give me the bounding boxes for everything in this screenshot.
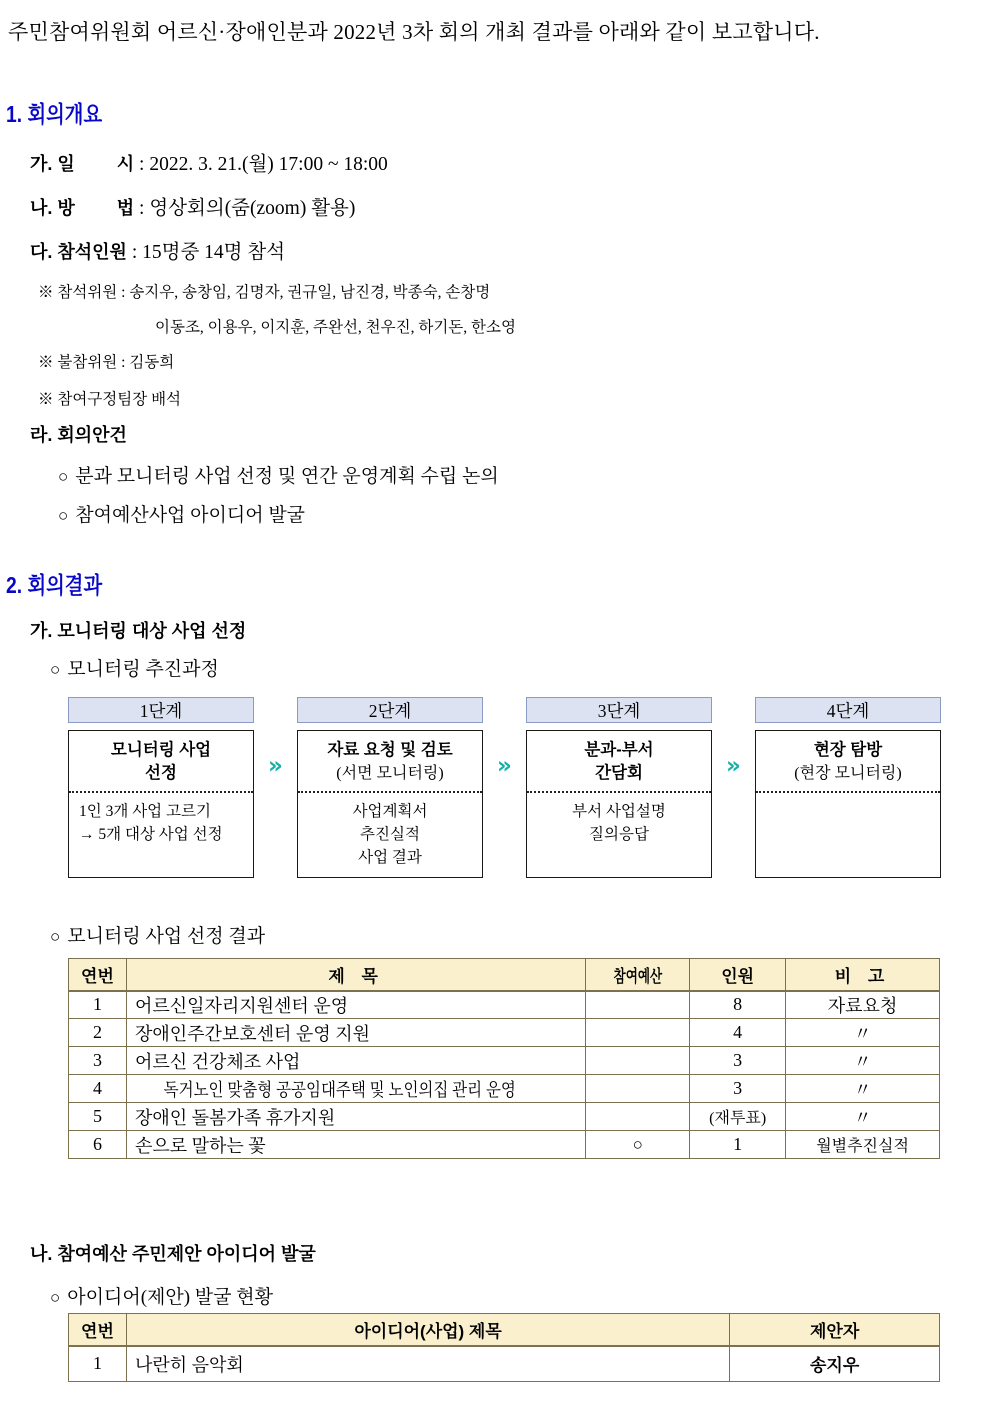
cell-budget: ○ bbox=[586, 1131, 690, 1159]
cell-no: 3 bbox=[69, 1047, 127, 1075]
flow-step-2-body bbox=[297, 730, 483, 878]
cell-remark: 〃 bbox=[786, 1103, 940, 1131]
flow-step-3-details bbox=[527, 793, 711, 877]
monitoring-selection-table bbox=[68, 958, 940, 1159]
cell-remark: 〃 bbox=[786, 1047, 940, 1075]
cell-budget bbox=[586, 1019, 690, 1047]
flow-step-4-header: 4단계 bbox=[755, 697, 941, 723]
flow-step-4 bbox=[755, 697, 941, 878]
table-header-row bbox=[69, 1314, 940, 1346]
flow-step-1-header: 1단계 bbox=[68, 697, 254, 723]
flow-step-2-detail-2: 추진실적 bbox=[360, 826, 420, 843]
agenda-label: 라. 회의안건 bbox=[30, 425, 127, 445]
table-row bbox=[69, 1103, 940, 1131]
flow-step-1-title-area bbox=[69, 731, 253, 793]
cell-title: 독거노인 맞춤형 공공임대주택 및 노인의집 관리 운영 bbox=[126, 1075, 585, 1103]
flow-step-2-header: 2단계 bbox=[297, 697, 483, 723]
flow-step-2-detail-3: 사업 결과 bbox=[358, 849, 422, 866]
attendance-value: 15명중 14명 참석 bbox=[142, 242, 286, 263]
cell-budget bbox=[586, 1075, 690, 1103]
flow-step-3-header: 3단계 bbox=[526, 697, 712, 723]
flow-step-4-subtitle: (현장 모니터링) bbox=[794, 765, 902, 782]
flow-step-3-title: 분과-부서 bbox=[584, 741, 654, 759]
flow-step-1-detail-2: → 5개 대상 사업 선정 bbox=[79, 826, 223, 843]
col-header-count: 인원 bbox=[690, 959, 786, 991]
flow-step-1-detail-1: 1인 3개 사업 고르기 bbox=[79, 803, 211, 820]
monitoring-process-flow bbox=[68, 697, 943, 887]
bullet-ring-icon: ○ bbox=[58, 506, 69, 525]
flow-step-2-subtitle: (서면 모니터링) bbox=[336, 765, 444, 782]
cell-count: 3 bbox=[690, 1075, 786, 1103]
section-2-heading: 2. 회의결과 bbox=[6, 572, 103, 598]
cell-no: 4 bbox=[69, 1075, 127, 1103]
flow-step-1-title: 모니터링 사업 bbox=[110, 741, 212, 759]
attendance-sep: : bbox=[131, 242, 138, 263]
table-row bbox=[69, 1346, 940, 1382]
cell-title: 어르신 건강체조 사업 bbox=[126, 1047, 585, 1075]
flow-step-4-details bbox=[756, 793, 940, 877]
cell-count: 1 bbox=[690, 1131, 786, 1159]
col-header-budget: 참여예산 bbox=[586, 959, 690, 991]
cell-count: 3 bbox=[690, 1047, 786, 1075]
flow-step-2-title: 자료 요청 및 검토 bbox=[327, 741, 453, 759]
attendance-row bbox=[30, 236, 285, 264]
flow-step-4-body bbox=[755, 730, 941, 878]
flow-step-3-detail-2: 질의응답 bbox=[589, 826, 649, 843]
cell-title: 장애인주간보호센터 운영 지원 bbox=[126, 1019, 585, 1047]
bullet-idea-status: ○ 아이디어(제안) 발굴 현황 bbox=[50, 1287, 273, 1308]
meeting-method-sep: : bbox=[139, 198, 145, 219]
col-header-proposer: 제안자 bbox=[730, 1314, 940, 1346]
cell-title: 손으로 말하는 꽃 bbox=[126, 1131, 585, 1159]
agenda-item-2: ○ 참여예산사업 아이디어 발굴 bbox=[58, 505, 306, 526]
col-header-title: 제 목 bbox=[126, 959, 585, 991]
subsection-b-label: 나. 참여예산 주민제안 아이디어 발굴 bbox=[30, 1244, 316, 1264]
flow-step-1-body bbox=[68, 730, 254, 878]
table-header-row bbox=[69, 959, 940, 991]
col-header-remark: 비 고 bbox=[786, 959, 940, 991]
flow-step-1-details bbox=[69, 793, 253, 877]
meeting-datetime-label2: 시 bbox=[116, 154, 135, 174]
flow-step-1-title2: 선정 bbox=[145, 764, 177, 782]
meeting-method-value: 영상회의(줌(zoom) 활용) bbox=[149, 198, 356, 219]
cell-no: 5 bbox=[69, 1103, 127, 1131]
col-header-no: 연번 bbox=[69, 1314, 127, 1346]
cell-remark: 〃 bbox=[786, 1019, 940, 1047]
note-staff: ※ 참여구정팀장 배석 bbox=[38, 391, 182, 408]
flow-step-3-title2: 간담회 bbox=[595, 764, 643, 782]
table-row bbox=[69, 1047, 940, 1075]
meeting-datetime-sep: : bbox=[139, 154, 145, 175]
flow-step-4-title: 현장 탐방 bbox=[813, 741, 883, 759]
bullet-ring-icon: ○ bbox=[58, 467, 69, 486]
attendance-label: 다. 참석인원 bbox=[30, 242, 127, 262]
cell-no: 1 bbox=[69, 991, 127, 1019]
cell-idea-title: 나란히 음악회 bbox=[126, 1346, 729, 1382]
flow-step-3-body bbox=[526, 730, 712, 878]
cell-remark: 〃 bbox=[786, 1075, 940, 1103]
cell-title: 어르신일자리지원센터 운영 bbox=[126, 991, 585, 1019]
agenda-item-1: ○ 분과 모니터링 사업 선정 및 연간 운영계획 수립 논의 bbox=[58, 466, 499, 487]
cell-budget bbox=[586, 1047, 690, 1075]
cell-no: 6 bbox=[69, 1131, 127, 1159]
cell-proposer: 송지우 bbox=[730, 1346, 940, 1382]
table-row bbox=[69, 991, 940, 1019]
flow-step-2-details bbox=[298, 793, 482, 877]
col-header-no: 연번 bbox=[69, 959, 127, 991]
cell-no: 2 bbox=[69, 1019, 127, 1047]
flow-step-2-detail-1: 사업계획서 bbox=[352, 803, 428, 820]
cell-count: (재투표) bbox=[690, 1103, 786, 1131]
table-row bbox=[69, 1075, 940, 1103]
cell-budget bbox=[586, 1103, 690, 1131]
meeting-method-label2: 법 bbox=[116, 198, 135, 218]
bullet-ring-icon: ○ bbox=[50, 660, 61, 679]
meeting-datetime-row bbox=[30, 148, 388, 176]
col-header-idea-title: 아이디어(사업) 제목 bbox=[126, 1314, 729, 1346]
flow-step-3 bbox=[526, 697, 712, 878]
flow-step-2-title-area bbox=[298, 731, 482, 793]
cell-budget bbox=[586, 991, 690, 1019]
flow-step-4-title-area bbox=[756, 731, 940, 793]
cell-count: 8 bbox=[690, 991, 786, 1019]
flow-step-3-detail-1: 부서 사업설명 bbox=[572, 803, 666, 820]
section-1-heading: 1. 회의개요 bbox=[6, 101, 103, 127]
flow-arrow-3-icon: » bbox=[726, 753, 736, 779]
bullet-ring-icon: ○ bbox=[50, 1288, 61, 1307]
intro-paragraph: 주민참여위원회 어르신·장애인분과 2022년 3차 회의 개최 결과를 아래와 같이 보고합니다. bbox=[8, 20, 820, 44]
meeting-datetime-label: 가. 일 bbox=[30, 154, 75, 174]
flow-step-3-title-area bbox=[527, 731, 711, 793]
bullet-ring-icon: ○ bbox=[50, 927, 61, 946]
meeting-method-row bbox=[30, 192, 355, 220]
cell-no: 1 bbox=[69, 1346, 127, 1382]
cell-remark: 월별추진실적 bbox=[786, 1131, 940, 1159]
flow-step-1 bbox=[68, 697, 254, 878]
bullet-monitoring-result: ○ 모니터링 사업 선정 결과 bbox=[50, 926, 266, 947]
cell-count: 4 bbox=[690, 1019, 786, 1047]
table-row bbox=[69, 1131, 940, 1159]
note-absentees: ※ 불참위원 : 김동희 bbox=[38, 354, 175, 371]
note-attendees-line1: ※ 참석위원 : 송지우, 송창임, 김명자, 권규일, 남진경, 박종숙, 손창명 bbox=[38, 284, 491, 301]
flow-step-2 bbox=[297, 697, 483, 878]
subsection-a-label: 가. 모니터링 대상 사업 선정 bbox=[30, 621, 247, 641]
cell-remark: 자료요청 bbox=[786, 991, 940, 1019]
meeting-method-label: 나. 방 bbox=[30, 198, 75, 218]
idea-proposal-table bbox=[68, 1313, 940, 1382]
cell-title: 장애인 돌봄가족 휴가지원 bbox=[126, 1103, 585, 1131]
meeting-datetime-value: 2022. 3. 21.(월) 17:00 ~ 18:00 bbox=[149, 154, 388, 175]
flow-arrow-1-icon: » bbox=[268, 753, 278, 779]
flow-arrow-2-icon: » bbox=[497, 753, 507, 779]
bullet-monitoring-process: ○ 모니터링 추진과정 bbox=[50, 659, 219, 680]
table-row bbox=[69, 1019, 940, 1047]
note-attendees-line2: 이동조, 이용우, 이지훈, 주완선, 천우진, 하기돈, 한소영 bbox=[155, 319, 516, 336]
